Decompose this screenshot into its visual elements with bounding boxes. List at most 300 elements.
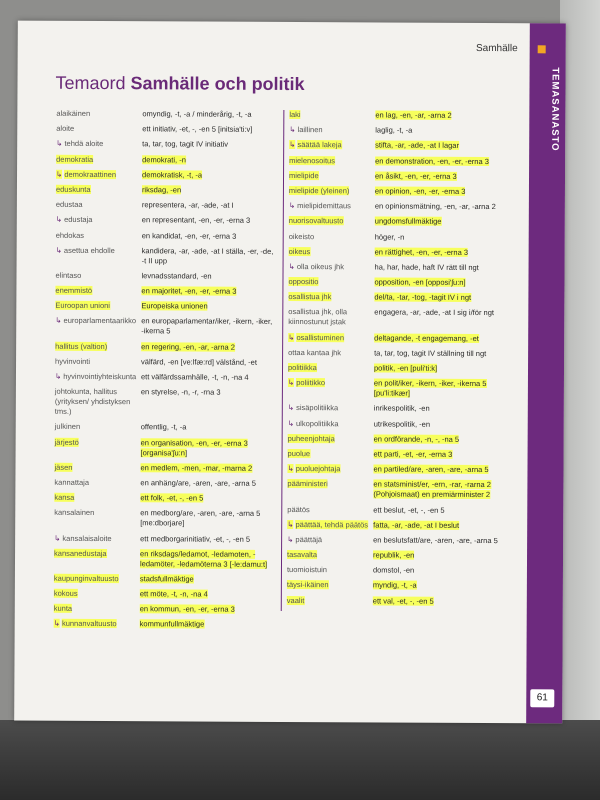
vocab-definition <box>142 231 279 242</box>
vocab-word-text: kannattaja <box>54 477 90 487</box>
vocab-entry <box>49 462 277 473</box>
vocab-entry <box>49 574 277 585</box>
vocab-definition-text: republik, -en <box>373 550 415 560</box>
vocab-definition-text: en regering, -en, -ar, -arna 2 <box>141 341 235 352</box>
vocab-word-text: säätää lakeja <box>297 140 342 150</box>
vocab-entry <box>49 589 277 600</box>
vocab-definition <box>142 216 279 227</box>
vocab-definition-text: en beslutsfatt/are, -aren, -are, -arna 5 <box>373 535 498 545</box>
vocab-definition <box>142 155 279 166</box>
vocab-word <box>49 619 140 629</box>
vocab-word-text: osallistuminen <box>296 332 345 342</box>
vocab-definition-text: politik, -en [puli'ti:k] <box>373 363 438 373</box>
vocab-word-text: kansalainen <box>54 508 95 518</box>
vocab-definition <box>142 200 279 211</box>
vocab-word-text: tehdä aloite <box>64 139 104 149</box>
vocab-definition-text: deltagande, -t engagemang, -et <box>374 333 479 343</box>
vocab-word <box>284 201 375 211</box>
subentry-arrow-icon: ↳ <box>289 140 296 150</box>
vocab-definition <box>373 596 518 607</box>
subentry-arrow-icon: ↳ <box>288 201 296 211</box>
vocab-word <box>283 307 374 327</box>
vocab-word <box>283 403 374 413</box>
vocab-word-text: pääministeri <box>287 479 328 489</box>
title-light: Temaord <box>55 72 126 94</box>
subentry-arrow-icon: ↳ <box>55 245 62 255</box>
vocab-word-text: alaikäinen <box>56 108 91 118</box>
vocab-entry <box>284 125 520 136</box>
vocab-definition <box>373 581 518 592</box>
vocab-word-text: ottaa kantaa jhk <box>288 347 342 358</box>
vocab-definition <box>373 550 518 561</box>
vocab-definition <box>140 620 277 631</box>
vocab-word <box>50 316 141 336</box>
vocab-definition-text: en representant, -en, -er, -erna 3 <box>141 215 251 226</box>
vocab-entry <box>283 363 519 374</box>
vocab-entry <box>51 124 279 135</box>
vocab-definition-text: en kommun, -en, -er, -erna 3 <box>139 604 235 614</box>
vocab-definition <box>375 262 520 273</box>
vocab-definition-text: en kandidat, -en, -er, -erna 3 <box>141 230 237 241</box>
vocab-word <box>282 464 373 474</box>
vocab-word <box>49 604 140 614</box>
vocab-entry <box>284 110 520 121</box>
vocab-word-text: tasavalta <box>287 550 318 560</box>
vocab-entry <box>49 604 277 615</box>
vocab-word-text: mielenosoitus <box>289 155 335 165</box>
vocab-definition-text: en riksdags/ledamot, -ledamoten, -ledamöter, -ledamöterna 3 [-le:damu:t] <box>139 548 268 569</box>
subentry-arrow-icon: ↳ <box>287 534 294 544</box>
vocab-word-text: europarlamentaarikko <box>63 316 137 326</box>
vocab-word <box>51 215 142 225</box>
vocab-definition-text: ha, har, hade, haft IV rätt till ngt <box>374 262 479 272</box>
vocab-entry <box>51 200 279 211</box>
vocab-definition <box>141 387 278 418</box>
vocab-word <box>282 550 373 560</box>
vocab-word-text: puoluejohtaja <box>295 464 341 474</box>
vocab-definition <box>140 549 277 570</box>
vocab-definition-text: engagera, -ar, -ade, -at I sig i/för ngt <box>374 307 494 318</box>
vocab-entry <box>283 419 519 430</box>
vocab-word-text: täysi-ikäinen <box>286 580 329 590</box>
vocab-definition <box>373 505 518 516</box>
vocab-word <box>50 301 141 311</box>
book-page <box>14 21 566 724</box>
vocab-word-text: poliitikko <box>296 378 326 388</box>
vocab-definition <box>374 348 519 359</box>
vocab-word-text: kansanedustaja <box>54 548 107 558</box>
vocab-word <box>283 419 374 429</box>
vocab-definition-text: en europaparlamentar/iker, -ikern, -iker, -ikerna 5 <box>141 316 273 336</box>
vocab-word-text: kunnanvaltuusto <box>61 619 117 629</box>
vocab-entry <box>50 341 278 352</box>
vocab-definition <box>374 379 519 400</box>
vocab-word-text: jäsen <box>54 462 73 472</box>
vocab-definition <box>374 308 519 329</box>
subentry-arrow-icon: ↳ <box>287 403 295 413</box>
vocab-definition <box>141 357 278 368</box>
subentry-arrow-icon: ↳ <box>54 533 61 543</box>
vocab-word <box>49 493 140 503</box>
vocab-definition-text: en majoritet, -en, -er, -erna 3 <box>141 286 237 296</box>
vocab-word <box>283 348 374 358</box>
vocab-definition-text: Europeiska unionen <box>141 301 208 311</box>
page-number: 61 <box>530 689 554 707</box>
vocab-entry <box>283 277 519 288</box>
vocab-definition <box>140 493 277 504</box>
vocab-entry <box>51 215 279 226</box>
vocab-definition-text: en opinionsmätning, -en, -ar, -arna 2 <box>374 201 496 212</box>
vocab-entry <box>282 464 518 475</box>
vocab-definition-text: en lag, -en, -ar, -arna 2 <box>375 110 452 120</box>
subentry-arrow-icon: ↳ <box>287 378 295 388</box>
vocab-word-text: ehdokas <box>55 230 85 240</box>
vocab-entry <box>51 185 279 196</box>
vocab-word-text: enemmistö <box>55 285 93 296</box>
vocab-word <box>284 171 375 181</box>
vocab-definition <box>141 372 278 383</box>
vocab-entry <box>50 437 278 458</box>
vocab-entry <box>50 301 278 312</box>
vocab-word <box>49 462 140 472</box>
vocab-word-text: kunta <box>53 604 73 614</box>
subentry-arrow-icon: ↳ <box>55 316 62 326</box>
vocab-definition-text: höger, -n <box>374 231 405 242</box>
subentry-arrow-icon: ↳ <box>53 619 60 629</box>
vocab-word <box>283 277 374 287</box>
vocab-definition <box>375 186 520 197</box>
vocab-word-text: hyvinvointi <box>55 356 91 366</box>
vocab-word-text: päättää, tehdä päätös <box>295 519 369 530</box>
vocab-word-text: olla oikeus jhk <box>296 261 344 272</box>
section-marker-icon <box>538 45 546 53</box>
subentry-arrow-icon: ↳ <box>288 332 295 342</box>
vocab-word <box>50 341 141 351</box>
vocab-definition-text: ett medborgarinitiativ, -et, -, -en 5 <box>140 533 251 544</box>
vocab-entry <box>282 580 518 591</box>
vocab-entry <box>51 245 279 266</box>
vocab-entry <box>284 262 520 273</box>
vocab-word <box>284 186 375 196</box>
vocab-definition <box>140 534 277 545</box>
vocab-word <box>284 216 375 226</box>
vocab-entry <box>49 493 277 504</box>
vocab-entry <box>283 348 519 359</box>
vocab-definition-text: myndig, -t, -a <box>372 580 417 591</box>
vocab-definition-text: en medlem, -men, -mar, -marna 2 <box>140 462 253 473</box>
vocab-definition <box>142 246 279 267</box>
vocab-word-text: päättäjä <box>295 534 323 545</box>
title-bold: Samhälle och politik <box>130 73 305 95</box>
subentry-arrow-icon: ↳ <box>56 139 63 149</box>
vocab-entry <box>50 271 278 282</box>
vocab-definition-text: kommunfullmäktige <box>139 619 205 629</box>
vocab-definition <box>140 509 277 530</box>
vocab-word <box>50 372 141 382</box>
vocab-entry <box>282 504 518 515</box>
vocab-entry <box>50 316 278 337</box>
vocab-definition-text: ett folk, -et, -, -en 5 <box>140 493 204 503</box>
subentry-arrow-icon: ↳ <box>56 169 63 179</box>
vocab-definition <box>373 520 518 531</box>
vocab-entry <box>282 565 518 576</box>
desk-background <box>560 0 600 800</box>
vocab-definition-text: en opinion, -en, -er, -erna 3 <box>374 186 466 196</box>
vocab-definition <box>375 126 520 137</box>
vocab-definition-text: opposition, -en [opposi'ʃu:n] <box>374 277 466 287</box>
vocab-definition <box>141 271 278 282</box>
vocab-word <box>282 504 373 514</box>
section-label: Samhälle <box>475 42 518 55</box>
vocab-definition <box>374 434 519 445</box>
vocab-word-text: järjestö <box>54 437 79 447</box>
vocab-entry <box>284 231 520 242</box>
vocab-word <box>51 139 142 149</box>
theme-sidebar <box>526 23 566 723</box>
vocab-word <box>284 125 375 135</box>
vocab-entry <box>50 422 278 433</box>
vocab-definition <box>375 202 520 213</box>
vocab-entry <box>284 201 520 212</box>
vocab-entry <box>283 378 519 399</box>
vocab-definition <box>374 404 519 415</box>
vocab-word-text: mielipide <box>289 170 319 180</box>
vocab-entry <box>284 171 520 182</box>
vocab-definition-text: inrikespolitik, -en <box>373 403 430 414</box>
vocab-word <box>50 437 141 457</box>
vocab-definition <box>373 480 518 501</box>
vocab-entry <box>284 247 520 258</box>
vocab-word <box>49 548 140 568</box>
vocab-entry <box>50 387 278 418</box>
vocab-definition-text: ett initiativ, -et, -, -en 5 [initsia'ti:v] <box>142 124 253 134</box>
vocab-definition <box>374 333 519 344</box>
vocab-definition-text: representera, -ar, -ade, -at I <box>141 200 234 210</box>
vocab-definition-text: laglig, -t, -a <box>375 125 413 135</box>
vocab-definition-text: en medborg/are, -aren, -are, -arna 5 [me:dborjare] <box>140 508 261 528</box>
vocab-definition-text: en ordförande, -n, -, -na 5 <box>373 434 460 444</box>
vocab-entry <box>49 619 277 630</box>
subentry-arrow-icon: ↳ <box>54 371 62 381</box>
vocab-definition-text: en demonstration, -en, -er, -erna 3 <box>375 156 489 166</box>
vocab-entry <box>284 140 520 151</box>
vocab-word <box>50 286 141 296</box>
vocab-definition-text: ett beslut, -et, -, -en 5 <box>373 504 445 515</box>
subentry-arrow-icon: ↳ <box>287 519 294 529</box>
vocab-definition-text: ett välfärdssamhälle, -t, -n, -na 4 <box>140 372 249 382</box>
vocab-definition-text: en partiled/are, -aren, -are, -arna 5 <box>373 464 489 475</box>
vocab-word <box>51 169 142 179</box>
vocab-entry <box>49 533 277 544</box>
vocab-definition <box>375 110 520 121</box>
vocab-entry <box>49 548 277 569</box>
vocab-word <box>51 154 142 164</box>
vocab-definition-text: levnadsstandard, -en <box>141 271 212 281</box>
vocab-entry <box>282 479 518 500</box>
vocab-word <box>49 533 140 543</box>
subentry-arrow-icon: ↳ <box>289 125 296 135</box>
vocab-definition <box>141 301 278 312</box>
vocab-entry <box>283 333 519 344</box>
vocab-definition-text: ett val, -et, -, -en 5 <box>372 596 434 606</box>
vocab-definition-text: välfärd, -en [ve:lfæ:rd] välstånd, -et <box>141 357 257 367</box>
vocab-definition-text: omyndig, -t, -a / minderårig, -t, -a <box>142 109 252 119</box>
vocab-entry <box>50 372 278 383</box>
vocab-word-text: osallistua jhk <box>288 292 332 302</box>
vocab-definition-text: en polit/iker, -ikern, -iker, -ikerna 5 [pu'li:tikær] <box>373 378 487 398</box>
vocab-word <box>282 580 373 590</box>
vocab-entry <box>282 596 518 607</box>
vocab-definition-text: en organisation, -en, -er, -erna 3 [organisa'ʃu:n] <box>140 437 248 458</box>
vocab-word-text: kaupunginvaltuusto <box>53 573 119 583</box>
vocab-definition <box>373 566 518 577</box>
vocab-definition <box>375 156 520 167</box>
vocab-word-text: elintaso <box>55 270 82 280</box>
vocab-word <box>284 247 375 257</box>
vocab-definition-text: utrikespolitik, -en <box>373 419 431 429</box>
sidebar-label: TEMASANASTO <box>549 67 561 152</box>
vocab-word <box>283 363 374 373</box>
vocab-word-text: sisäpolitiikka <box>296 403 339 413</box>
vocab-word <box>49 478 140 488</box>
vocab-definition-text: stifta, -ar, -ade, -at I lagar <box>375 140 460 151</box>
vocab-entry <box>51 139 279 150</box>
vocab-definition <box>375 247 520 258</box>
vocab-definition-text: ett möte, -t, -n, -na 4 <box>139 589 208 599</box>
vocab-word <box>282 596 373 606</box>
vocab-word-text: edustaa <box>55 199 83 210</box>
vocab-definition-text: del/ta, -tar, -tog, -tagit IV i ngt <box>374 292 472 303</box>
vocab-definition <box>375 141 520 152</box>
vocab-word <box>51 124 142 134</box>
vocab-definition-text: ungdomsfullmäktige <box>374 216 442 227</box>
vocab-definition-text: stadsfullmäktige <box>139 574 194 584</box>
vocab-word-text: mielipidemittaus <box>297 201 351 211</box>
vocab-entry <box>283 292 519 303</box>
vocab-word-text: oikeisto <box>288 231 315 241</box>
vocab-definition <box>141 342 278 353</box>
vocab-word-text: tuomioistuin <box>286 565 328 575</box>
vocab-word <box>49 589 140 599</box>
vocab-word-text: kokous <box>53 588 78 598</box>
vocab-word <box>284 156 375 166</box>
vocab-entry <box>284 186 520 197</box>
vocab-word-text: politiikka <box>288 362 317 373</box>
vocab-word-text: demokraattinen <box>64 169 117 179</box>
vocab-definition <box>374 449 519 460</box>
vocab-word-text: kansalaisaloite <box>62 533 112 543</box>
vocab-word-text: kansa <box>54 492 75 502</box>
vocab-word <box>283 449 374 459</box>
vocab-word-text: asettua ehdolle <box>63 245 115 255</box>
vocab-word-text: laki <box>289 109 301 120</box>
vocab-definition-text: riksdag, -en <box>141 185 182 195</box>
subentry-arrow-icon: ↳ <box>287 418 295 428</box>
vocab-word-text: oppositio <box>288 277 319 287</box>
vocab-word <box>284 262 375 272</box>
vocab-word <box>51 200 142 210</box>
vocab-word-text: mielipide (yleinen) <box>288 185 350 196</box>
vocab-word <box>51 245 142 265</box>
vocab-definition <box>142 140 279 151</box>
vocab-definition <box>141 317 278 338</box>
vocab-word <box>51 109 142 119</box>
vocab-definition <box>373 535 518 546</box>
vocab-definition <box>140 463 277 474</box>
vocab-word-text: johtokunta, hallitus (yrityksen/ yhdistyksen tms.) <box>54 386 131 417</box>
vocab-entry <box>284 216 520 227</box>
vocab-word <box>50 357 141 367</box>
vocab-definition <box>374 293 519 304</box>
vocab-entry <box>49 478 277 489</box>
vocab-definition <box>142 185 279 196</box>
vocab-entry <box>282 550 518 561</box>
vocab-entry <box>51 109 279 120</box>
vocab-entry <box>49 508 277 529</box>
vocab-word <box>50 422 141 432</box>
vocab-word <box>283 434 374 444</box>
vocab-definition <box>375 171 520 182</box>
vocab-word-text: eduskunta <box>55 184 91 194</box>
subentry-arrow-icon: ↳ <box>55 215 63 225</box>
vocab-word <box>51 185 142 195</box>
vocab-word-text: päätös <box>287 504 310 514</box>
vocab-word <box>282 565 373 575</box>
vocab-word-text: Euroopan unioni <box>55 301 111 311</box>
vocab-word-text: hallitus (valtion) <box>55 341 108 351</box>
vocab-definition-text: offentlig, -t, -a <box>140 422 187 432</box>
vocab-definition <box>141 286 278 297</box>
vocab-word <box>282 535 373 545</box>
page-title <box>55 73 304 95</box>
right-vocab-column <box>281 110 521 612</box>
vocab-definition-text: en anhäng/are, -aren, -are, -arna 5 <box>140 478 256 488</box>
vocab-definition <box>141 438 278 459</box>
vocab-entry <box>282 520 518 531</box>
vocab-definition <box>141 423 278 434</box>
vocab-entry <box>282 535 518 546</box>
vocab-definition <box>374 363 519 374</box>
vocab-entry <box>283 449 519 460</box>
vocab-definition-text: en statsminist/er, -ern, -rar, -rarna 2 (Pohjoismaat) en premiärminister 2 <box>373 479 491 500</box>
vocab-word <box>284 231 375 241</box>
vocab-definition-text: ta, tar, tog, tagit IV initiativ <box>142 139 229 150</box>
vocab-word <box>283 292 374 302</box>
vocab-word-text: puolue <box>287 448 311 459</box>
vocab-word <box>50 387 141 417</box>
vocab-definition-text: demokrati, -n <box>142 154 186 165</box>
vocab-word-text: oikeus <box>288 246 311 256</box>
vocab-word-text: nuorisovaltuusto <box>288 216 344 226</box>
vocab-word-text: hyvinvointiyhteiskunta <box>63 371 137 382</box>
vocab-definition <box>374 278 519 289</box>
vocab-word <box>50 271 141 281</box>
vocab-definition <box>375 232 520 243</box>
vocab-word-text: osallistua jhk, olla kiinnostunut jstak <box>288 307 348 327</box>
vocab-word <box>49 508 140 528</box>
vocab-word-text: julkinen <box>54 422 81 432</box>
vocab-entry <box>283 434 519 445</box>
vocab-definition-text: domstol, -en <box>372 565 415 575</box>
vocab-definition-text: fatta, -ar, -ade, -at I beslut <box>373 520 460 530</box>
desk-edge <box>0 720 600 800</box>
vocab-entry <box>50 357 278 368</box>
vocab-entry <box>283 403 519 414</box>
vocab-definition <box>142 124 279 135</box>
vocab-word <box>283 333 374 343</box>
vocab-definition <box>142 170 279 181</box>
vocab-entry <box>50 286 278 297</box>
